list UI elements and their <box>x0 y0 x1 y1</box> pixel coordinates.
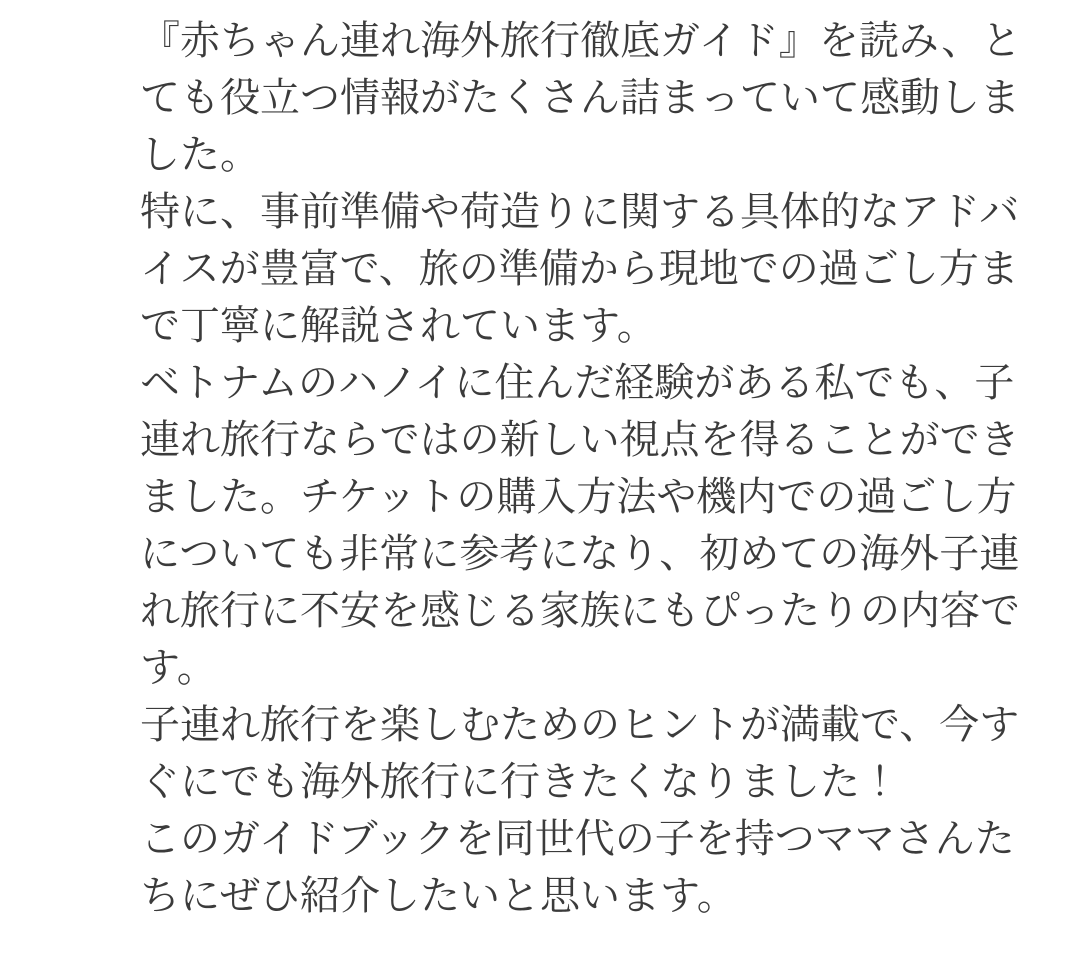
review-line: ちにぜひ紹介したいと思います。 <box>140 874 737 918</box>
review-line: ぐにでも海外旅行に行きたくなりました！ <box>140 760 900 804</box>
review-paragraph <box>140 355 1020 697</box>
review-line: 『赤ちゃん連れ海外旅行徹底ガイド』を読み、と <box>140 19 1022 63</box>
review-line: れ旅行に不安を感じる家族にもぴったりの内容で <box>140 589 1020 633</box>
review-line: 連れ旅行ならではの新しい視点を得ることができ <box>140 418 1020 462</box>
review-paragraph <box>140 184 1020 355</box>
review-line: 特に、事前準備や荷造りに関する具体的なアドバ <box>140 190 1020 234</box>
review-line: イスが豊富で、旅の準備から現地での過ごし方ま <box>140 247 1019 291</box>
review-line: す。 <box>140 646 217 690</box>
review-line: についても非常に参考になり、初めての海外子連 <box>140 532 1020 576</box>
review-line: で丁寧に解説されています。 <box>140 304 657 348</box>
review-line: 子連れ旅行を楽しむためのヒントが満載で、今す <box>140 703 1020 747</box>
review-line: ベトナムのハノイに住んだ経験がある私でも、子 <box>140 361 1015 405</box>
review-line: ても役立つ情報がたくさん詰まっていて感動しま <box>140 76 1020 120</box>
review-paragraph <box>140 811 1020 925</box>
review-paragraph <box>140 13 1020 184</box>
review-line: このガイドブックを同世代の子を持つママさんた <box>140 817 1015 861</box>
review-line: した。 <box>140 133 260 177</box>
review-paragraph <box>140 697 1020 811</box>
review-line: ました。チケットの購入方法や機内での過ごし方 <box>140 475 1017 519</box>
